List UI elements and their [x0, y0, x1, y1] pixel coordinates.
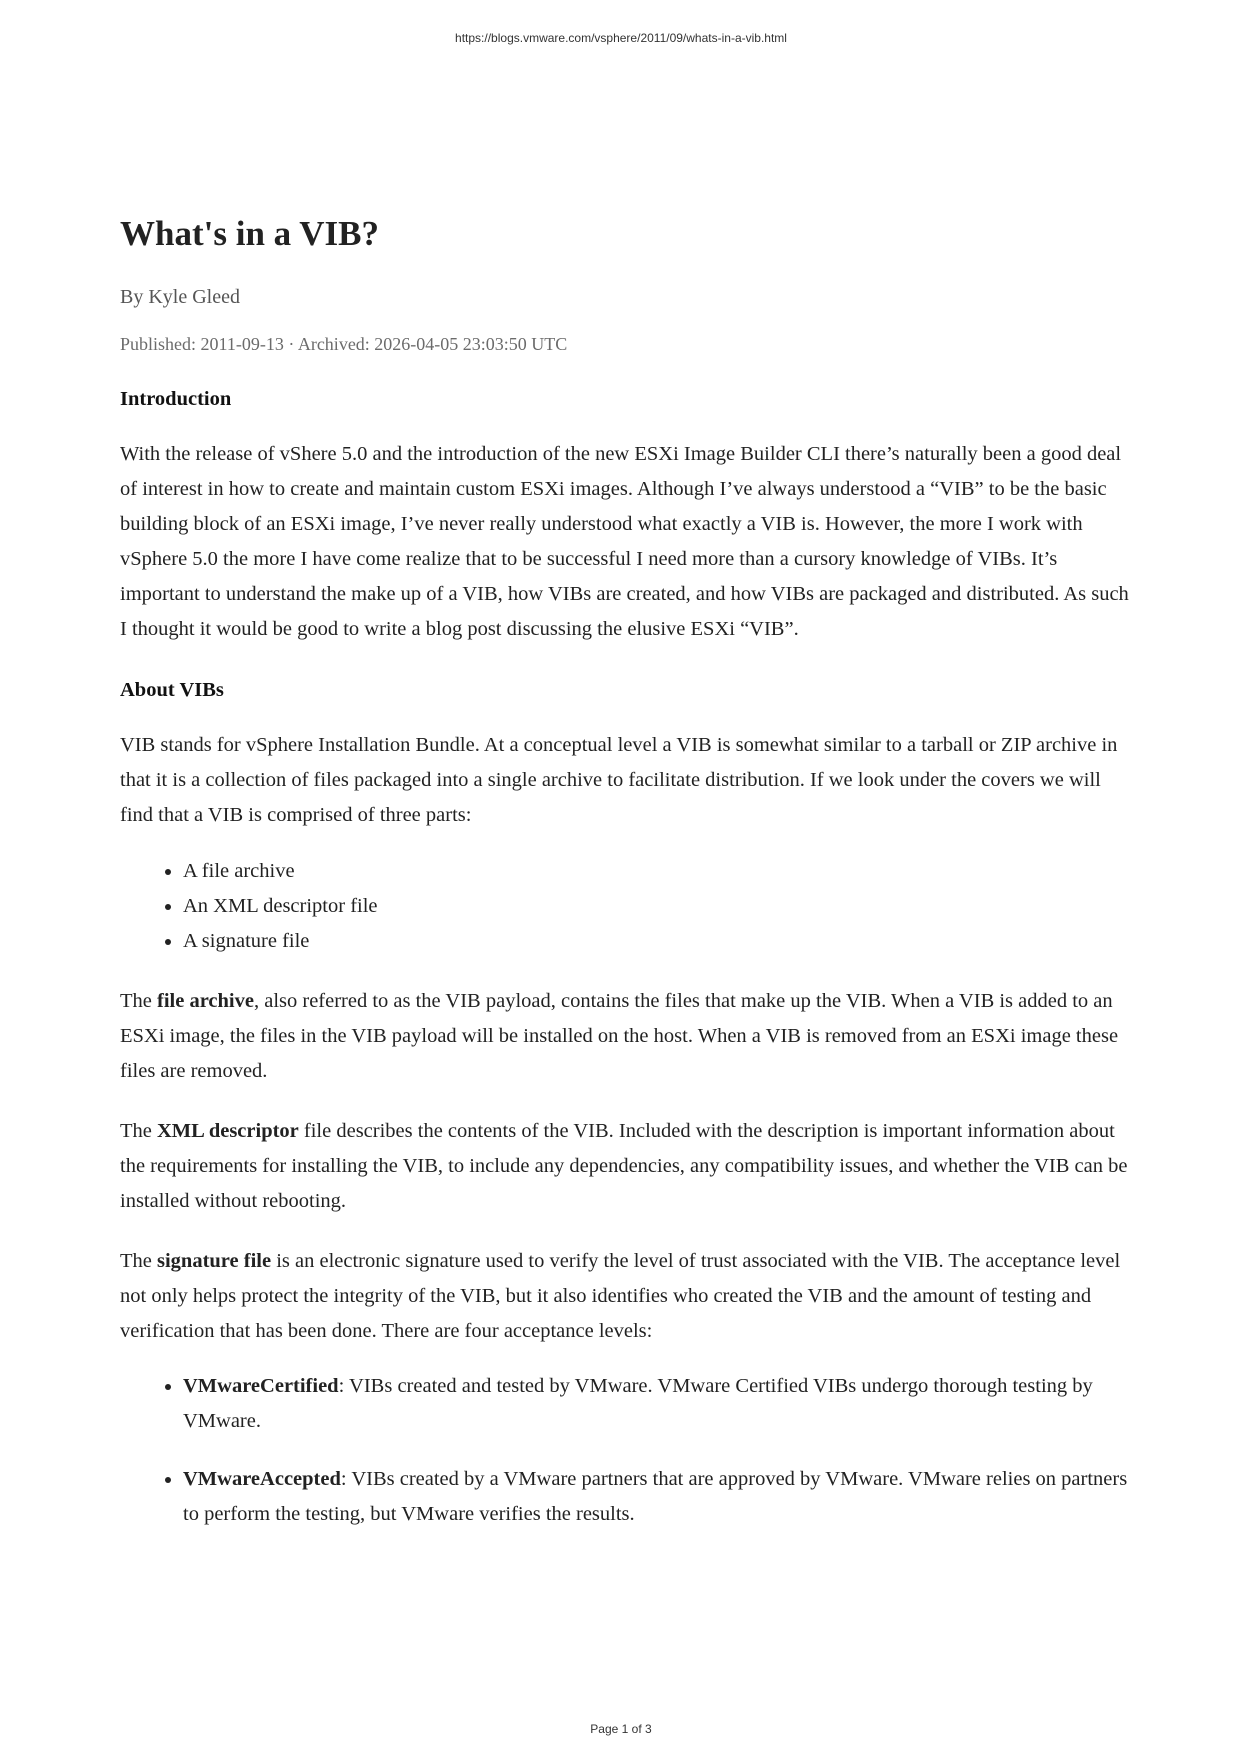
- signature-file-paragraph: [120, 1244, 1130, 1349]
- section-heading-introduction: Introduction: [120, 388, 232, 410]
- byline: By Kyle Gleed: [120, 286, 240, 308]
- paragraph-prefix: The: [120, 990, 157, 1012]
- intro-paragraph: With the release of vShere 5.0 and the introduction of the new ESXi Image Builder CLI there’s naturally been a good deal of interest in how to create and maintain custom ESXi images. Although I’ve always understood a “VIB” to be the basic building block of an ESXi image, I’ve never really understood what exactly a VIB is. However, the more I work with vSphere 5.0 the more I have come realize that to be successful I need more than a cursory knowledge of VIBs. It’s important to understand the make up of a VIB, how VIBs are created, and how VIBs are packaged and distributed. As such I thought it would be good to write a blog post discussing the elusive ESXi “VIB”.: [120, 443, 1129, 640]
- vib-parts-list: [120, 854, 1130, 959]
- publish-meta: Published: 2011-09-13 · Archived: 2026-04-05 23:03:50 UTC: [120, 334, 568, 354]
- list-item: [183, 1369, 1130, 1439]
- list-item: • A file archive: [183, 854, 1130, 889]
- term-xml-descriptor: XML descriptor: [157, 1120, 299, 1142]
- page-url: https://blogs.vmware.com/vsphere/2011/09/whats-in-a-vib.html: [455, 31, 787, 45]
- file-archive-paragraph: [120, 984, 1130, 1089]
- section-heading-about-vibs: About VIBs: [120, 679, 224, 701]
- acceptance-level-name: VMwareCertified: [183, 1375, 339, 1397]
- paragraph-prefix: The: [120, 1120, 157, 1142]
- term-signature-file: signature file: [157, 1250, 272, 1272]
- article-title: What's in a VIB?: [120, 214, 380, 253]
- list-item: • An XML descriptor file: [183, 889, 1130, 924]
- acceptance-levels-list: [120, 1369, 1130, 1532]
- list-item: [183, 1462, 1130, 1532]
- acceptance-level-description: : VIBs created by a VMware partners that are approved by VMware. VMware relies on partners to perform the testing, but VMware verifies the results.: [183, 1468, 1128, 1525]
- term-file-archive: file archive: [157, 990, 254, 1012]
- acceptance-level-name: VMwareAccepted: [183, 1468, 341, 1490]
- about-paragraph: VIB stands for vSphere Installation Bundle. At a conceptual level a VIB is somewhat similar to a tarball or ZIP archive in that it is a collection of files packaged into a single archive to facilitate distribution. If we look under the covers we will find that a VIB is comprised of three parts:: [120, 734, 1118, 826]
- xml-descriptor-paragraph: [120, 1114, 1130, 1219]
- acceptance-level-description: : VIBs created and tested by VMware. VMware Certified VIBs undergo thorough testing by VMware.: [183, 1375, 1093, 1432]
- article: [120, 210, 1130, 1555]
- paragraph-body: is an electronic signature used to verify the level of trust associated with the VIB. The acceptance level not only helps protect the integrity of the VIB, but it also identifies who created the VIB and the amount of testing and verification that has been done. There are four acceptance levels:: [120, 1250, 1121, 1342]
- paragraph-body: file describes the contents of the VIB. Included with the description is important information about the requirements for installing the VIB, to include any dependencies, any compatibility issues, and whether the VIB can be installed without rebooting.: [120, 1120, 1128, 1212]
- page-number: Page 1 of 3: [590, 1722, 652, 1736]
- paragraph-prefix: The: [120, 1250, 157, 1272]
- list-item: • A signature file: [183, 924, 1130, 959]
- paragraph-body: , also referred to as the VIB payload, contains the files that make up the VIB. When a VIB is added to an ESXi image, the files in the VIB payload will be installed on the host. When a VIB is removed from an ESXi image these files are removed.: [120, 990, 1119, 1082]
